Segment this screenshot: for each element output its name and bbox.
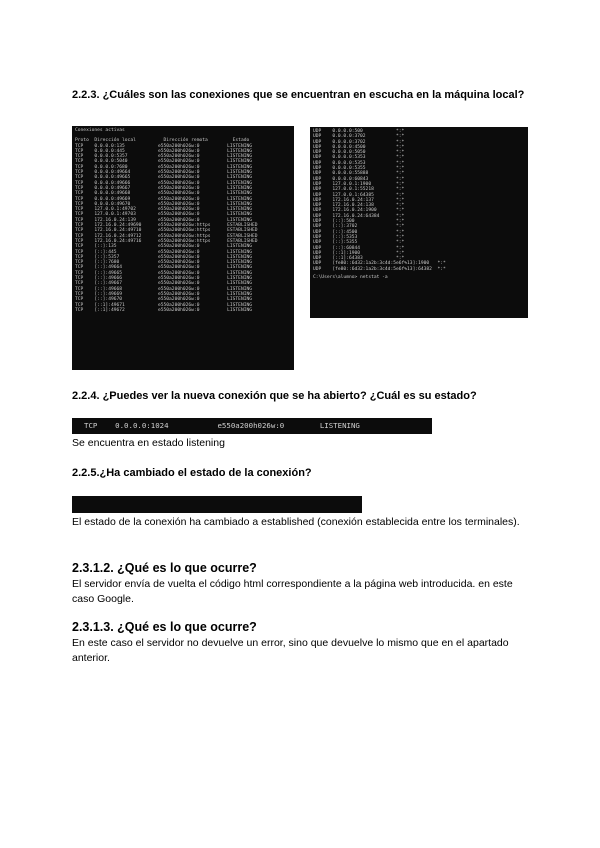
terminal-header: Proto Dirección local Dirección remota Estado — [75, 138, 250, 144]
terminal-row: TCP [::]:49669 e550a200h026w:0 LISTENING — [75, 291, 253, 297]
terminal-row: TCP [::1]:49671 e550a200h026w:0 LISTENING — [75, 302, 253, 308]
terminal-row: UDP 172.16.0.24:64384 *:* — [313, 213, 405, 219]
heading-2-2-4: 2.2.4. ¿Puedes ver la nueva conexión que se ha abierto? ¿Cuál es su estado? — [72, 390, 477, 402]
terminal-rows — [75, 144, 291, 314]
terminal-row: TCP 172.16.0.24:49712 e550a200h026w:https ESTABLISHED — [75, 233, 258, 239]
terminal-row: TCP 127.0.0.1:49703 e550a200h026w:0 LISTENING — [75, 212, 253, 218]
terminal-row: UDP [fe80::6d32:1a2b:3c4d:5e6f%13]:64382 *:* — [313, 266, 446, 272]
terminal-row: UDP 0.0.0.0:4500 *:* — [313, 144, 405, 150]
terminal-row: TCP [::]:49665 e550a200h026w:0 LISTENING — [75, 270, 253, 276]
terminal-row: UDP 0.0.0.0:60843 *:* — [313, 176, 405, 182]
terminal-row: TCP [::]:445 e550a200h026w:0 LISTENING — [75, 249, 253, 255]
terminal-rows — [313, 129, 525, 272]
terminal-row: UDP 0.0.0.0:5050 *:* — [313, 150, 405, 156]
terminal-row: TCP 0.0.0.0:49667 e550a200h026w:0 LISTENING — [75, 185, 253, 191]
terminal-row: TCP 0.0.0.0:5357 e550a200h026w:0 LISTENING — [75, 154, 253, 160]
terminal-title: Conexiones activas — [75, 128, 125, 133]
terminal-row: UDP 0.0.0.0:55888 *:* — [313, 171, 405, 177]
terminal-row: TCP 0.0.0.0:49670 e550a200h026w:0 LISTENING — [75, 201, 253, 207]
terminal-row: TCP 127.0.0.1:49702 e550a200h026w:0 LISTENING — [75, 207, 253, 213]
terminal-row: TCP 0.0.0.0:49666 e550a200h026w:0 LISTENING — [75, 180, 253, 186]
terminal-row: TCP 172.16.0.24:49716 e550a200h026w:https ESTABLISHED — [75, 238, 258, 244]
terminal-row: TCP 0.0.0.0:49669 e550a200h026w:0 LISTENING — [75, 196, 253, 202]
terminal-row: UDP 0.0.0.0:5355 *:* — [313, 166, 405, 172]
terminal-row: TCP [::1]:49672 e550a200h026w:0 LISTENING — [75, 307, 253, 313]
terminal-row: UDP 172.16.0.24:138 *:* — [313, 203, 405, 209]
heading-2-2-5: 2.2.5.¿Ha cambiado el estado de la conexión? — [72, 467, 312, 479]
terminal-row: TCP [::]:49667 e550a200h026w:0 LISTENING — [75, 281, 253, 287]
terminal-strip-listening: TCP 0.0.0.0:1024 e550a200h026w:0 LISTENING — [72, 418, 432, 434]
terminal-row: UDP 0.0.0.0:5353 *:* — [313, 160, 405, 166]
terminal-row: TCP [::]:49668 e550a200h026w:0 LISTENING — [75, 286, 253, 292]
terminal-row: UDP 127.0.0.1:1900 *:* — [313, 181, 405, 187]
terminal-screenshot-udp — [310, 127, 528, 318]
terminal-row: TCP 0.0.0.0:135 e550a200h026w:0 LISTENING — [75, 143, 253, 149]
heading-2-3-1-3: 2.3.1.3. ¿Qué es lo que ocurre? — [72, 620, 257, 634]
terminal-row: TCP [::]:49666 e550a200h026w:0 LISTENING — [75, 276, 253, 282]
answer-2-2-4: Se encuentra en estado listening — [72, 437, 225, 449]
terminal-row: TCP 172.16.0.24:49710 e550a200h026w:https ESTABLISHED — [75, 228, 258, 234]
terminal-row: UDP 0.0.0.0:500 *:* — [313, 129, 405, 134]
terminal-row: TCP [::]:49670 e550a200h026w:0 LISTENING — [75, 297, 253, 303]
terminal-row: UDP 172.16.0.24:137 *:* — [313, 197, 405, 203]
answer-2-3-1-3: En este caso el servidor no devuelve un error, sino que devuelve lo mismo que en el apartado anterior. — [72, 637, 509, 664]
terminal-row: TCP 0.0.0.0:49668 e550a200h026w:0 LISTENING — [75, 191, 253, 197]
terminal-row: UDP 127.0.0.1:55218 *:* — [313, 187, 405, 193]
terminal-prompt: C:\Users\alumno> netstat -a — [313, 275, 388, 281]
terminal-row: UDP 172.16.0.24:1900 *:* — [313, 208, 405, 214]
terminal-screenshot-listening — [72, 126, 294, 370]
terminal-row: TCP [::]:5357 e550a200h026w:0 LISTENING — [75, 254, 253, 260]
terminal-row: TCP [::]:7680 e550a200h026w:0 LISTENING — [75, 260, 253, 266]
terminal-row: TCP [::]:49664 e550a200h026w:0 LISTENING — [75, 265, 253, 271]
terminal-row: UDP 0.0.0.0:3702 *:* — [313, 134, 405, 140]
terminal-row: TCP [::]:135 e550a200h026w:0 LISTENING — [75, 244, 253, 250]
answer-2-3-1-2: El servidor envía de vuelta el código html correspondiente a la página web introducida. en este caso Google. — [72, 578, 513, 605]
heading-2-2-3: 2.2.3. ¿Cuáles son las conexiones que se encuentran en escucha en la máquina local? — [72, 89, 525, 101]
terminal-row: UDP [fe80::6d32:1a2b:3c4d:5e6f%13]:1900 *:* — [313, 261, 446, 267]
terminal-row: UDP 0.0.0.0:5353 *:* — [313, 155, 405, 161]
terminal-row: UDP [::1]:1900 *:* — [313, 250, 405, 256]
terminal-row: UDP [::]:4500 *:* — [313, 229, 405, 235]
terminal-row: TCP 0.0.0.0:445 e550a200h026w:0 LISTENING — [75, 148, 253, 154]
terminal-row: TCP 172.16.0.24:139 e550a200h026w:0 LISTENING — [75, 217, 253, 223]
terminal-row: TCP 0.0.0.0:7680 e550a200h026w:0 LISTENING — [75, 164, 253, 170]
terminal-row: TCP 0.0.0.0:49664 e550a200h026w:0 LISTENING — [75, 170, 253, 176]
terminal-row: UDP 127.0.0.1:64385 *:* — [313, 192, 405, 198]
terminal-row: UDP [::]:5355 *:* — [313, 240, 405, 246]
terminal-row: UDP [::]:5353 *:* — [313, 234, 405, 240]
terminal-strip-established — [72, 496, 362, 513]
terminal-row: UDP [::]:500 *:* — [313, 219, 405, 225]
heading-2-3-1-2: 2.3.1.2. ¿Qué es lo que ocurre? — [72, 561, 257, 575]
terminal-row: UDP [::1]:64383 *:* — [313, 256, 405, 262]
terminal-row: TCP 0.0.0.0:5040 e550a200h026w:0 LISTENING — [75, 159, 253, 165]
terminal-row: UDP [::]:3702 *:* — [313, 224, 405, 230]
answer-2-2-5: El estado de la conexión ha cambiado a established (conexión establecida entre los terminales). — [72, 516, 520, 528]
terminal-row: UDP [::]:60844 *:* — [313, 245, 405, 251]
terminal-row: UDP 0.0.0.0:3702 *:* — [313, 139, 405, 145]
terminal-row: TCP 0.0.0.0:49665 e550a200h026w:0 LISTENING — [75, 175, 253, 181]
terminal-row: TCP 172.16.0.24:49690 e550a200h026w:https ESTABLISHED — [75, 223, 258, 229]
